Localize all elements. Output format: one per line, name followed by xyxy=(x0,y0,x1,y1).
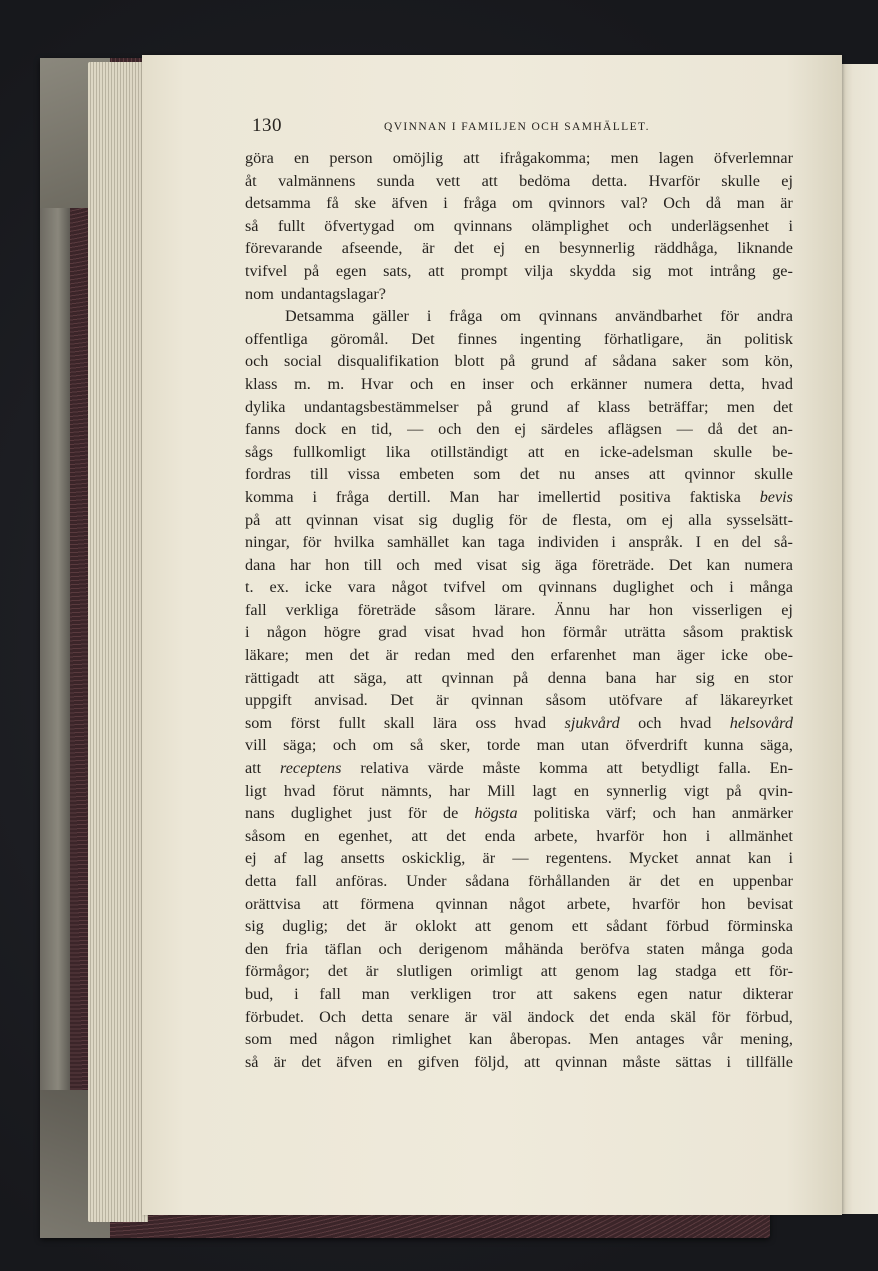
text-line: vill säga; och om så sker, torde man utan öfverdrift kunna säga, xyxy=(245,736,793,755)
text-line: som först fullt skall lära oss hvad sjukvård och hvad helsovård xyxy=(245,713,793,732)
text-line: dana har hon till och med visat sig äga företräde. Det kan numera xyxy=(245,555,793,574)
book-page xyxy=(142,55,842,1215)
text-line: dylika undantagsbestämmelser på grund af klass beträffar; men det xyxy=(245,397,793,416)
text-line: förbudet. Och detta senare är väl ändock det enda skäl för förbud, xyxy=(245,1007,793,1026)
text-line: förmågor; det är slutligen orimligt att genom lag stadga ett för- xyxy=(245,962,793,981)
text-line: nom undantagslagar? xyxy=(245,284,386,303)
text-line: detta fall anföras. Under sådana förhållanden är det en uppenbar xyxy=(245,872,793,890)
text-line: att receptens relativa värde måste komma att betydligt falla. En- xyxy=(245,759,793,778)
text-line: och social disqualifikation blott på grund af sådana saker som kön, xyxy=(245,352,793,371)
page-stack xyxy=(88,62,148,1222)
text-line: fordras till vissa embeten som det nu anses att qvinnor skulle xyxy=(245,465,793,484)
text-line: sig duglig; det är oklokt att genom ett sådant förbud förminska xyxy=(245,917,793,936)
text-line: åt valmännens sunda vett att bedöma detta. Hvarför skulle ej xyxy=(245,171,793,190)
text-line: rättigadt att säga, att qvinnan på denna bana har sig en stor xyxy=(245,668,793,687)
text-line: fall verkliga företräde såsom lärare. Ännu har hon visserligen ej xyxy=(245,600,793,619)
text-line: orättvisa att förmena qvinnan något arbete, hvarför hon bevisat xyxy=(245,894,793,913)
running-head: QVINNAN I FAMILJEN OCH SAMHÄLLET. xyxy=(384,121,650,133)
text-line: fanns dock en tid, — och den ej särdeles aflägsen — då det an- xyxy=(245,420,793,439)
text-line: komma i fråga dertill. Man har imellertid positiva faktiska bevis xyxy=(245,487,793,506)
text-line: offentliga göromål. Det finnes ingenting förhatligare, än politisk xyxy=(245,329,793,348)
text-line: så fullt öfvertygad om qvinnans olämplighet och underlägsenhet i xyxy=(245,216,793,235)
text-line: ningar, för hvilka samhället kan taga individen i anspråk. I en del så- xyxy=(245,533,793,552)
text-line: förevarande afseende, är det ej en besynnerlig räddhåga, liknande xyxy=(245,239,793,258)
body-text xyxy=(245,147,793,1073)
book-spine-edge xyxy=(40,58,70,1238)
text-line: t. ex. icke vara något tvifvel om qvinnans duglighet och i många xyxy=(245,578,793,597)
text-line: nans duglighet just för de högsta politiska värf; och han anmärker xyxy=(245,804,793,823)
text-line: uppgift anvisad. Det är qvinnan såsom utöfvare af läkareyrket xyxy=(245,691,793,710)
text-line: bud, i fall man verkligen tror att sakens egen natur dikterar xyxy=(245,984,793,1003)
text-line: i någon högre grad visat hvad hon förmår uträtta såsom praktisk xyxy=(245,623,793,642)
text-line: som med någon rimlighet kan åberopas. Men antages vår mening, xyxy=(245,1030,793,1049)
text-line: den fria täflan och derigenom måhända beröfva staten många goda xyxy=(245,939,793,958)
text-line: klass m. m. Hvar och en inser och erkänner numera detta, hvad xyxy=(245,374,793,393)
text-line: tvifvel på egen sats, att prompt vilja skydda sig mot intrång ge- xyxy=(245,261,793,280)
text-line: läkare; men det är redan med den erfarenhet man äger icke obe- xyxy=(245,646,793,665)
text-line: detsamma få ske äfven i fråga om qvinnors val? Och då man är xyxy=(245,194,793,213)
text-line: ej af lag ansetts oskicklig, är — regentens. Mycket annat kan i xyxy=(245,849,793,868)
text-line: på att qvinnan visat sig duglig för de flesta, om ej alla sysselsätt- xyxy=(245,510,793,529)
text-line: så är det äfven en gifven följd, att qvinnan måste sättas i tillfälle xyxy=(245,1052,793,1071)
page-number: 130 xyxy=(252,115,282,136)
facing-page-edge xyxy=(836,64,878,1214)
text-line: göra en person omöjlig att ifrågakomma; men lagen öfverlemnar xyxy=(245,149,793,167)
text-line: såsom en egenhet, att det enda arbete, hvarför hon i allmänhet xyxy=(245,826,793,845)
text-line: Detsamma gäller i fråga om qvinnans användbarhet för andra xyxy=(285,307,793,326)
text-line: sågs fullkomligt lika otillständigt att en icke-adelsman skulle be- xyxy=(245,442,793,461)
text-line: ligt hvad förut nämnts, har Mill lagt en synnerlig vigt på qvin- xyxy=(245,781,793,800)
